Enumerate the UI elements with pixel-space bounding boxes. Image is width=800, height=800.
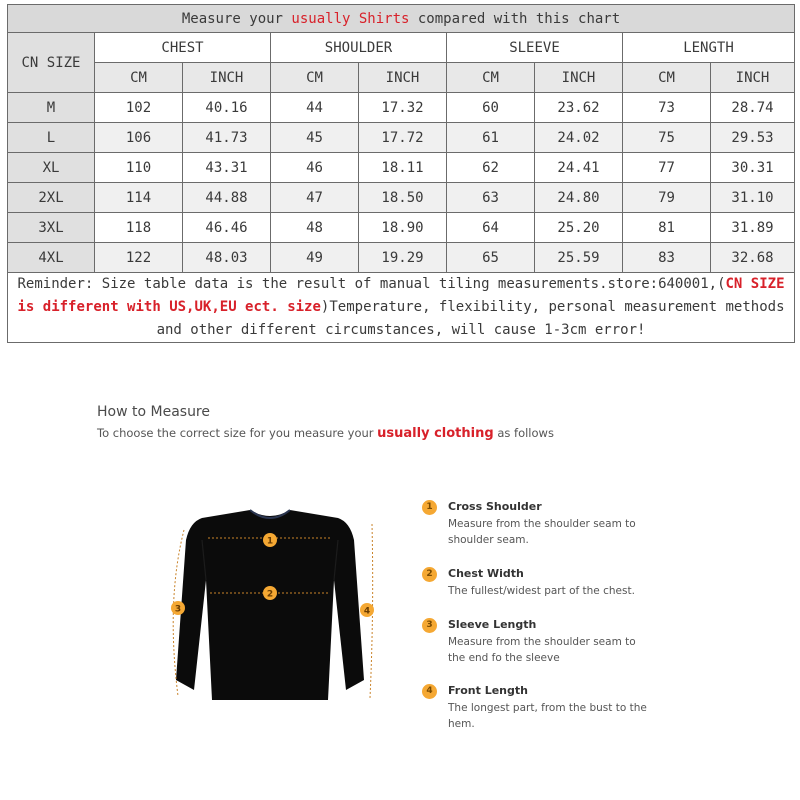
measurement-cell: 122 [95, 243, 183, 273]
measurement-cell: 24.02 [535, 123, 623, 153]
step-title: Sleeve Length [448, 618, 537, 631]
measurement-cell: 17.32 [359, 93, 447, 123]
length-header: LENGTH [623, 33, 795, 63]
step-description: Measure from the shoulder seam to the end fo the sleeve [448, 636, 636, 664]
table-row [8, 123, 795, 153]
measurement-cell: 31.89 [711, 213, 795, 243]
measurement-cell: 114 [95, 183, 183, 213]
measurement-cell: 25.20 [535, 213, 623, 243]
measurement-cell: 32.68 [711, 243, 795, 273]
marker-3 [171, 601, 185, 615]
measurement-cell: 28.74 [711, 93, 795, 123]
measurement-cell: 47 [271, 183, 359, 213]
measurement-cell: 118 [95, 213, 183, 243]
measurement-cell: 24.80 [535, 183, 623, 213]
size-label-cell: L [8, 123, 95, 153]
subtitle-emphasis: usually clothing [377, 426, 494, 441]
size-rows [8, 93, 795, 273]
how-to-measure-subtitle [97, 426, 554, 441]
subtitle-pre: To choose the correct size for you measure your [97, 426, 378, 440]
step-number-badge: 2 [422, 567, 437, 582]
measurement-cell: 25.59 [535, 243, 623, 273]
size-label-cell: 4XL [8, 243, 95, 273]
marker-2-label: 2 [266, 589, 274, 600]
measurement-cell: 79 [623, 183, 711, 213]
measurement-cell: 46.46 [183, 213, 271, 243]
step-number-badge: 1 [422, 500, 437, 515]
measurement-cell: 48 [271, 213, 359, 243]
measurement-cell: 23.62 [535, 93, 623, 123]
measurement-cell: 64 [447, 213, 535, 243]
measurement-cell: 24.41 [535, 153, 623, 183]
note-row [8, 273, 795, 343]
size-column-header: CN SIZE [8, 33, 95, 93]
subtitle-post: as follows [493, 426, 554, 440]
sleeve-header: SLEEVE [447, 33, 623, 63]
measurement-cell: 48.03 [183, 243, 271, 273]
unit-inch: INCH [711, 63, 795, 93]
table-row [8, 153, 795, 183]
table-title-row [8, 5, 795, 33]
measurement-cell: 81 [623, 213, 711, 243]
step-description: The fullest/widest part of the chest. [448, 585, 635, 597]
size-label-cell: M [8, 93, 95, 123]
size-label-cell: 3XL [8, 213, 95, 243]
measurement-cell: 41.73 [183, 123, 271, 153]
unit-inch: INCH [183, 63, 271, 93]
reminder-note [8, 273, 795, 343]
shoulder-header: SHOULDER [271, 33, 447, 63]
chest-header: CHEST [95, 33, 271, 63]
note-emphasis: CN SIZE is different with US,UK,EU ect. size [17, 276, 785, 315]
table-title-post: compared with this chart [409, 10, 621, 27]
size-label-cell: 2XL [8, 183, 95, 213]
measurement-cell: 75 [623, 123, 711, 153]
marker-1 [263, 533, 277, 547]
measurement-cell: 19.29 [359, 243, 447, 273]
step-title: Front Length [448, 684, 528, 697]
measurement-cell: 43.31 [183, 153, 271, 183]
how-to-measure-title: How to Measure [97, 404, 210, 420]
measurement-cell: 61 [447, 123, 535, 153]
measurement-cell: 45 [271, 123, 359, 153]
measurement-cell: 44 [271, 93, 359, 123]
unit-cm: CM [95, 63, 183, 93]
unit-inch: INCH [535, 63, 623, 93]
unit-header-row [8, 63, 795, 93]
measurement-cell: 44.88 [183, 183, 271, 213]
measurement-cell: 29.53 [711, 123, 795, 153]
measurement-cell: 49 [271, 243, 359, 273]
group-header-row [8, 33, 795, 63]
note-post: )Temperature, flexibility, personal measurement methods and other different circumstances, will cause 1-3cm error! [156, 299, 785, 338]
measurement-cell: 40.16 [183, 93, 271, 123]
step-number-badge: 4 [422, 684, 437, 699]
table-title [8, 5, 795, 33]
unit-cm: CM [271, 63, 359, 93]
table-row [8, 213, 795, 243]
note-pre: Reminder: Size table data is the result of manual tiling measurements.store:640001,( [17, 276, 726, 292]
measurement-cell: 106 [95, 123, 183, 153]
marker-1-label: 1 [266, 536, 274, 547]
unit-cm: CM [623, 63, 711, 93]
table-row [8, 93, 795, 123]
marker-4-label: 4 [363, 606, 371, 617]
unit-inch: INCH [359, 63, 447, 93]
shirt-illustration [150, 500, 390, 710]
marker-2 [263, 586, 277, 600]
measurement-cell: 73 [623, 93, 711, 123]
marker-3-label: 3 [174, 604, 182, 615]
measurement-cell: 31.10 [711, 183, 795, 213]
step-description: The longest part, from the bust to the hem. [448, 702, 647, 730]
size-chart-table [7, 4, 795, 343]
table-title-emphasis: usually Shirts [291, 10, 410, 27]
measurement-cell: 18.11 [359, 153, 447, 183]
measurement-cell: 18.90 [359, 213, 447, 243]
measurement-cell: 60 [447, 93, 535, 123]
step-description: Measure from the shoulder seam to shoulder seam. [448, 518, 636, 546]
size-label-cell: XL [8, 153, 95, 183]
measurement-cell: 102 [95, 93, 183, 123]
measurement-cell: 110 [95, 153, 183, 183]
measurement-cell: 46 [271, 153, 359, 183]
step-title: Chest Width [448, 567, 524, 580]
step-number-badge: 3 [422, 618, 437, 633]
measurement-cell: 77 [623, 153, 711, 183]
measurement-cell: 65 [447, 243, 535, 273]
marker-4 [360, 603, 374, 617]
measurement-cell: 18.50 [359, 183, 447, 213]
unit-cm: CM [447, 63, 535, 93]
step-title: Cross Shoulder [448, 500, 542, 513]
measurement-cell: 83 [623, 243, 711, 273]
measurement-cell: 17.72 [359, 123, 447, 153]
measurement-cell: 30.31 [711, 153, 795, 183]
measurement-cell: 63 [447, 183, 535, 213]
measurement-cell: 62 [447, 153, 535, 183]
table-row [8, 183, 795, 213]
table-row [8, 243, 795, 273]
table-title-pre: Measure your [181, 10, 292, 27]
